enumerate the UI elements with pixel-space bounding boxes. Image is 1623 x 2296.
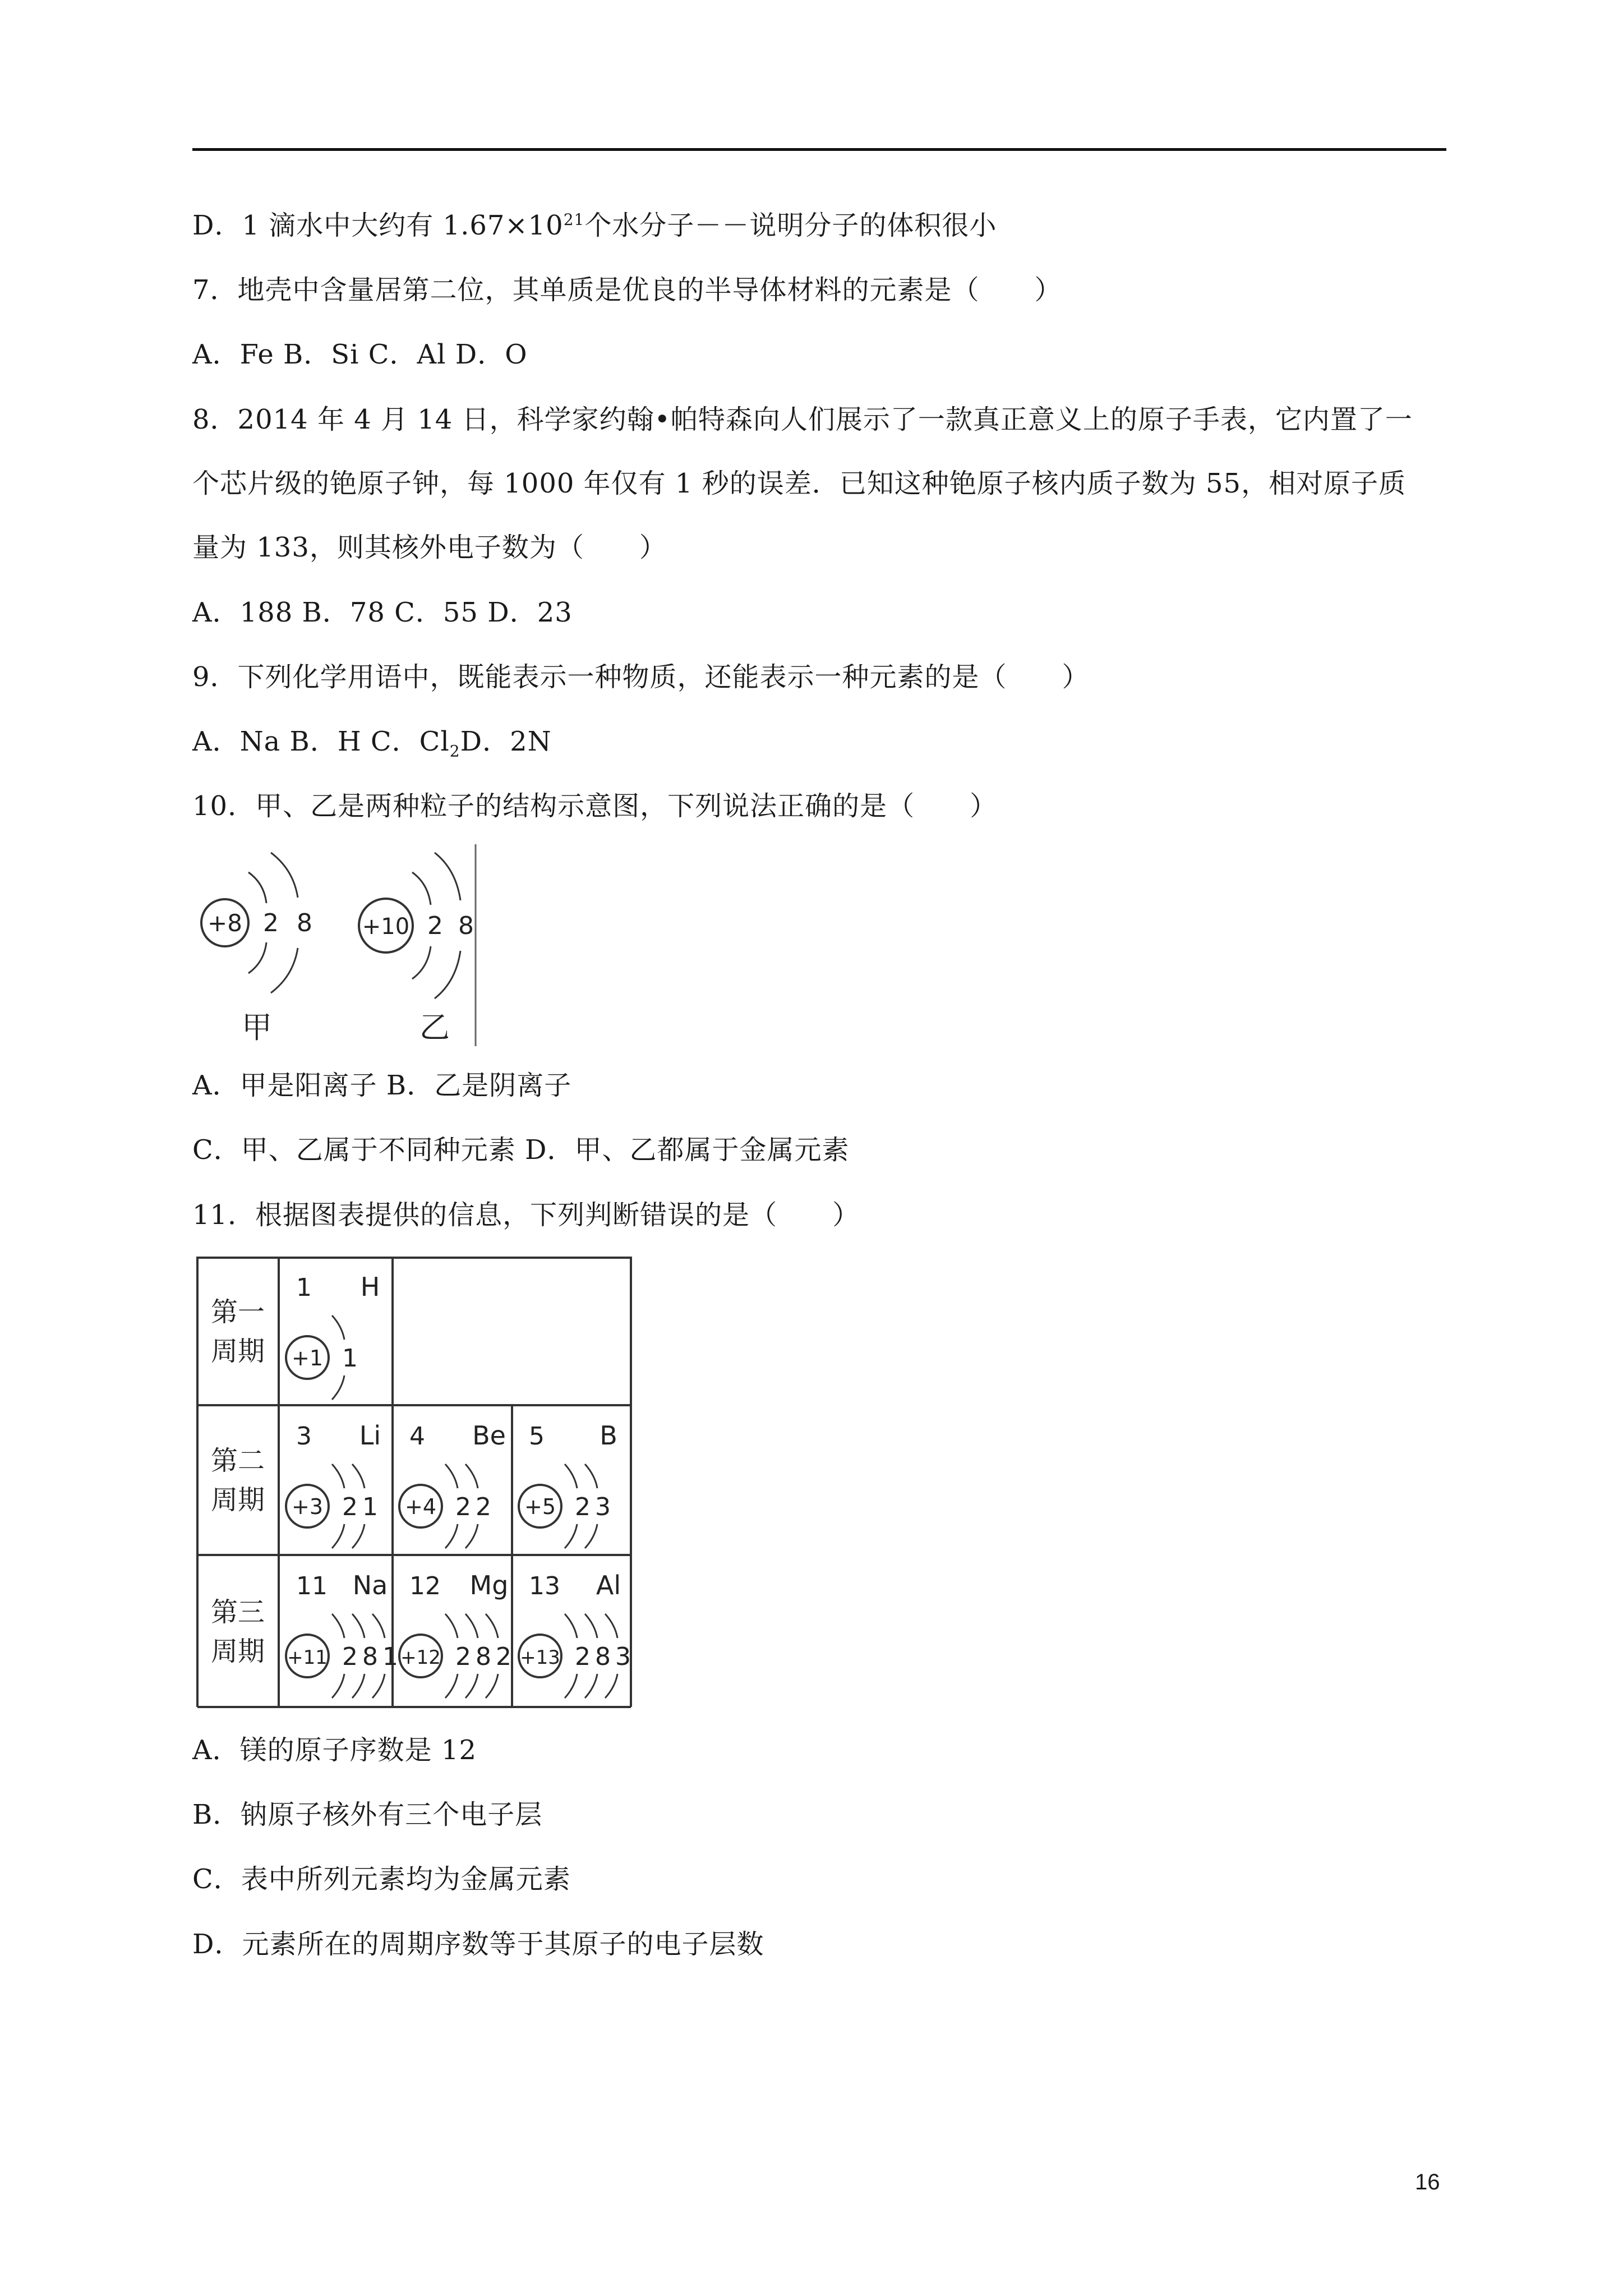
- q11-option-d: D．元素所在的周期序数等于其原子的电子层数: [192, 1929, 764, 1960]
- nucleus-charge: +1: [291, 1346, 324, 1370]
- particle-jia: [201, 853, 312, 1045]
- shell-electron-count: 3: [615, 1642, 631, 1671]
- shell-arc: [605, 1674, 617, 1698]
- shell-arc: [585, 1524, 597, 1548]
- element-symbol: H: [360, 1272, 380, 1302]
- shell-electron-count: 8: [595, 1642, 611, 1671]
- element-cell-al: [519, 1570, 631, 1698]
- shell-arc: [565, 1614, 577, 1638]
- q8-stem-line2: 个芯片级的铯原子钟，每 1000 年仅有 1 秒的误差．已知这种铯原子核内质子数为 55，相对原子质: [192, 468, 1407, 499]
- shell-arc: [372, 1674, 385, 1698]
- yi-shell-1: 2: [427, 912, 443, 940]
- period-3-label-a: 第三: [210, 1596, 265, 1628]
- shell-arc: [352, 1614, 365, 1638]
- shell-arc: [445, 1464, 458, 1488]
- nucleus-charge: +3: [291, 1494, 324, 1519]
- shell-arc: [332, 1464, 344, 1488]
- atomic-number: 13: [529, 1572, 560, 1600]
- shell-arc: [486, 1674, 498, 1698]
- shell-arc: [332, 1614, 344, 1638]
- nucleus-charge: +5: [524, 1494, 556, 1519]
- jia-label: 甲: [242, 1010, 272, 1045]
- shell-arc: [465, 1464, 478, 1488]
- atomic-number: 3: [296, 1422, 312, 1451]
- jia-nucleus: +8: [208, 909, 242, 937]
- shell-arc: [332, 1315, 344, 1340]
- particle-yi: [359, 853, 474, 1045]
- shell-arc: [585, 1674, 597, 1698]
- shell-electron-count: 2: [455, 1642, 471, 1671]
- shell-arc: [465, 1524, 478, 1548]
- shell-arc: [372, 1614, 385, 1638]
- element-cell-h: [286, 1272, 380, 1400]
- q10-particle-diagram: [192, 844, 478, 1046]
- shell-arc: [352, 1464, 365, 1488]
- period-1-label-b: 周期: [210, 1336, 265, 1367]
- yi-label: 乙: [419, 1010, 450, 1045]
- period-3-label-b: 周期: [210, 1636, 265, 1667]
- shell-arc: [585, 1464, 597, 1488]
- shell-electron-count: 1: [382, 1642, 398, 1671]
- q6-option-d: D．1 滴水中大约有 $1.67\times 10^{21}$个水分子－－说明分子的体积很小: [192, 210, 997, 241]
- shell-arc: [352, 1524, 365, 1548]
- q11-stem: 11．根据图表提供的信息，下列判断错误的是（ ）: [192, 1199, 860, 1231]
- jia-shell-2: 8: [297, 909, 312, 937]
- element-cell-b: [519, 1420, 617, 1548]
- shell-arc: [565, 1464, 577, 1488]
- shell-electron-count: 3: [595, 1493, 611, 1521]
- element-cell-be: [399, 1420, 506, 1548]
- shell-electron-count: 2: [575, 1493, 591, 1521]
- shell-electron-count: 1: [362, 1493, 378, 1521]
- atomic-number: 5: [529, 1422, 545, 1451]
- shell-arc: [332, 1375, 344, 1400]
- yi-shell-2: 8: [458, 912, 474, 940]
- shell-arc: [332, 1524, 344, 1548]
- q10-options-ab: A．甲是阳离子 B．乙是阴离子: [192, 1070, 572, 1101]
- shell-electron-count: 8: [476, 1642, 491, 1671]
- q11-option-c: C．表中所列元素均为金属元素: [192, 1864, 571, 1895]
- nucleus-charge: +4: [404, 1494, 437, 1519]
- element-symbol: Al: [596, 1570, 621, 1600]
- shell-electron-count: 8: [362, 1642, 378, 1671]
- shell-arc: [445, 1524, 458, 1548]
- q9-stem: 9．下列化学用语中，既能表示一种物质，还能表示一种元素的是（ ）: [192, 661, 1090, 693]
- shell-electron-count: 2: [575, 1642, 591, 1671]
- element-symbol: Li: [359, 1420, 381, 1451]
- atomic-number: 11: [296, 1572, 328, 1600]
- atomic-number: 4: [409, 1422, 425, 1451]
- element-cell-li: [286, 1420, 381, 1548]
- element-symbol: B: [600, 1420, 617, 1451]
- q11-periodic-table: [196, 1257, 637, 1708]
- shell-electron-count: 1: [342, 1344, 358, 1373]
- q8-options: A．188 B．78 C．55 D．23: [192, 597, 573, 628]
- q7-options: A．Fe B．Si C．Al D．O: [192, 339, 528, 370]
- shell-arc: [565, 1674, 577, 1698]
- period-2-label-b: 周期: [210, 1484, 265, 1516]
- shell-arc: [332, 1674, 344, 1698]
- shell-arc: [486, 1614, 498, 1638]
- shell-arc: [352, 1674, 365, 1698]
- atomic-number: 1: [296, 1273, 312, 1302]
- shell-electron-count: 2: [455, 1493, 471, 1521]
- nucleus-charge: +11: [287, 1646, 328, 1669]
- shell-arc: [565, 1524, 577, 1548]
- q10-options-cd: C．甲、乙属于不同种元素 D．甲、乙都属于金属元素: [192, 1134, 850, 1166]
- shell-electron-count: 2: [342, 1493, 358, 1521]
- page-number: 16: [1415, 2170, 1440, 2194]
- shell-arc: [585, 1614, 597, 1638]
- nucleus-charge: +12: [400, 1646, 441, 1669]
- nucleus-charge: +13: [520, 1646, 560, 1669]
- shell-electron-count: 2: [496, 1642, 511, 1671]
- element-symbol: Mg: [469, 1570, 509, 1600]
- element-cell-mg: [399, 1570, 511, 1698]
- shell-arc: [445, 1674, 458, 1698]
- element-symbol: Be: [472, 1420, 506, 1451]
- q7-stem: 7．地壳中含量居第二位，其单质是优良的半导体材料的元素是（ ）: [192, 274, 1062, 306]
- q8-stem-line1: 8．2014 年 4 月 14 日，科学家约翰•帕特森向人们展示了一款真正意义上的原子手表，它内置了一: [192, 404, 1413, 435]
- yi-nucleus: +10: [362, 914, 410, 940]
- period-1-label-a: 第一: [210, 1296, 265, 1328]
- shell-arc: [465, 1674, 478, 1698]
- shell-electron-count: 2: [342, 1642, 358, 1671]
- shell-arc: [605, 1614, 617, 1638]
- shell-electron-count: 2: [476, 1493, 491, 1521]
- element-cell-na: [286, 1570, 398, 1698]
- atomic-number: 12: [409, 1572, 441, 1600]
- element-symbol: Na: [352, 1570, 388, 1600]
- shell-arc: [445, 1614, 458, 1638]
- q8-stem-line3: 量为 133，则其核外电子数为（ ）: [192, 532, 667, 563]
- shell-arc: [465, 1614, 478, 1638]
- q11-option-a: A．镁的原子序数是 12: [192, 1734, 477, 1766]
- header-rule: [192, 148, 1446, 151]
- period-2-label-a: 第二: [210, 1445, 265, 1476]
- q11-option-b: B．钠原子核外有三个电子层: [192, 1799, 543, 1830]
- q10-stem: 10．甲、乙是两种粒子的结构示意图，下列说法正确的是（ ）: [192, 790, 998, 822]
- q9-options: A．Na B．H C．$Cl_2D$．2N: [192, 726, 552, 761]
- jia-shell-1: 2: [263, 909, 279, 937]
